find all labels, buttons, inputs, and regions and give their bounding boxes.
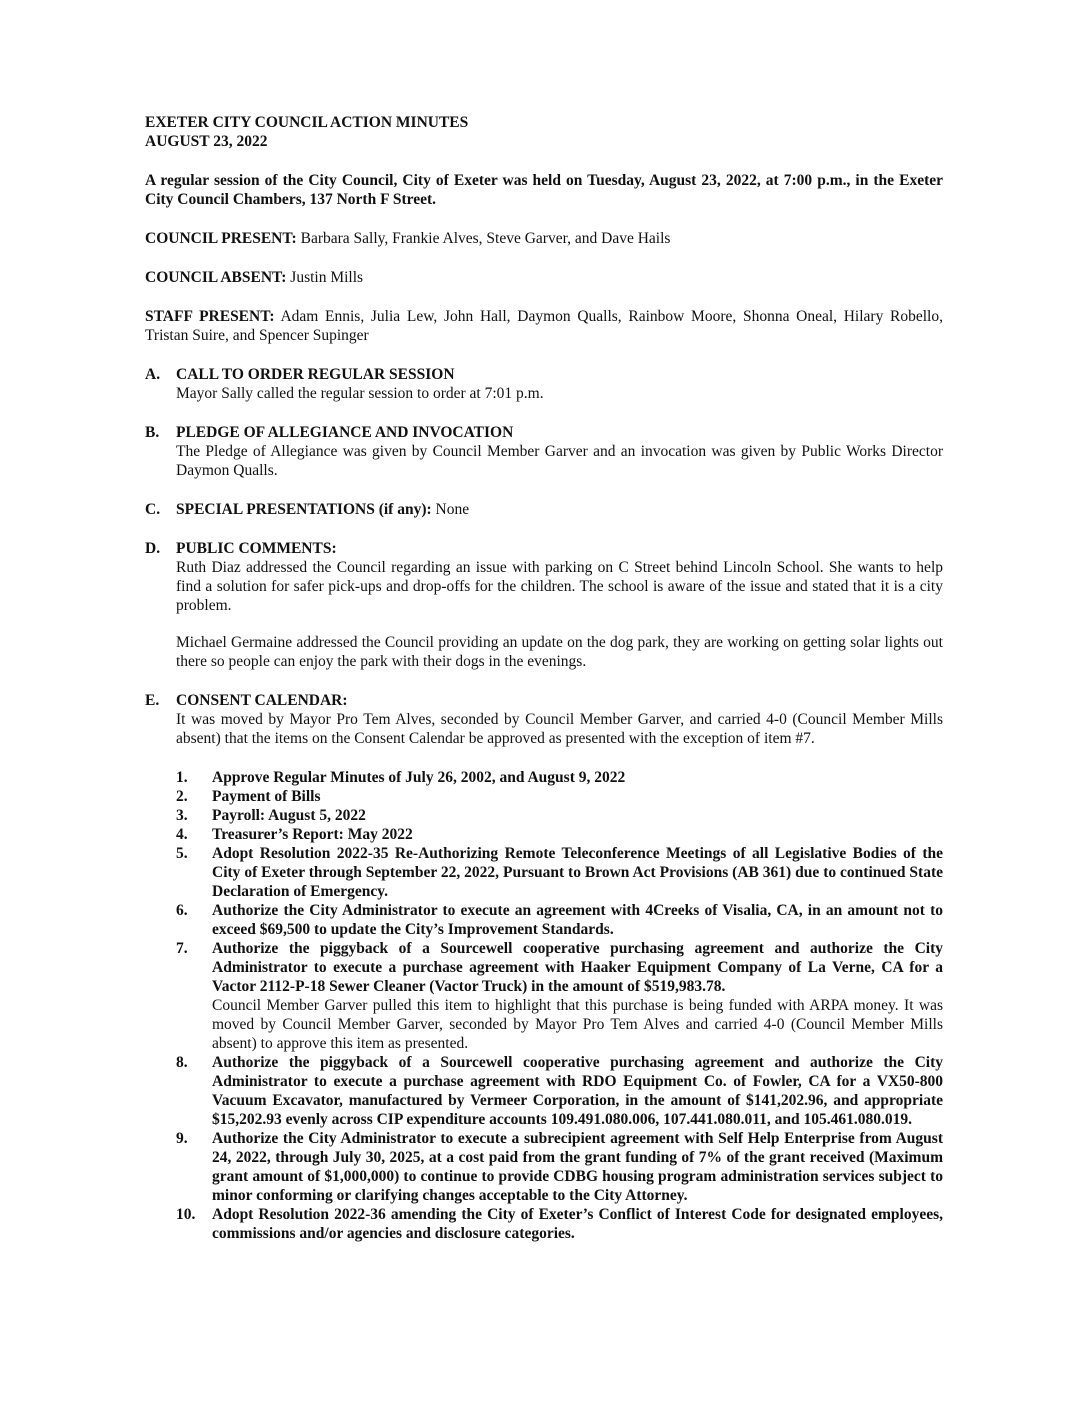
section-c-text: None (435, 501, 470, 518)
item-number: 10. (176, 1206, 196, 1223)
section-e (145, 691, 943, 1243)
section-d-heading: PUBLIC COMMENTS: (176, 540, 337, 557)
council-absent-value: Justin Mills (290, 269, 364, 286)
item-title: Authorize the City Administrator to execute an agreement with 4Creeks of Visalia, CA, in an amount not to exceed $69,500 to update the City’s Improvement Standards. (212, 902, 943, 938)
section-b-letter: B. (145, 424, 160, 441)
section-a-text: Mayor Sally called the regular session to order at 7:01 p.m. (176, 385, 544, 402)
section-a-heading: CALL TO ORDER REGULAR SESSION (176, 366, 455, 383)
council-absent-label: COUNCIL ABSENT: (145, 269, 287, 286)
section-e-heading: CONSENT CALENDAR: (176, 692, 348, 709)
document-title-line2: AUGUST 23, 2022 (145, 133, 268, 150)
list-item (176, 844, 943, 901)
council-present-label: COUNCIL PRESENT: (145, 230, 297, 247)
list-item (176, 901, 943, 939)
section-a (145, 365, 943, 403)
section-a-letter: A. (145, 366, 161, 383)
staff-present-value: Adam Ennis, Julia Lew, John Hall, Daymon Qualls, Rainbow Moore, Shonna Oneal, Hilary Robello, Tristan Suire, and Spencer Supinger (145, 308, 943, 344)
list-item (176, 806, 943, 825)
staff-present-label: STAFF PRESENT: (145, 308, 275, 325)
section-b-heading: PLEDGE OF ALLEGIANCE AND INVOCATION (176, 424, 514, 441)
list-item (176, 768, 943, 787)
item-number: 7. (176, 940, 188, 957)
list-item (176, 787, 943, 806)
section-d-letter: D. (145, 540, 161, 557)
section-c-letter: C. (145, 501, 161, 518)
list-item (176, 1129, 943, 1205)
consent-items-list (176, 768, 943, 1243)
section-d-para1: Ruth Diaz addressed the Council regarding an issue with parking on C Street behind Lincoln School. She wants to help find a solution for safer pick-ups and drop-offs for the children. The school is aware of the issue and stated that it is a city problem. (176, 559, 943, 614)
section-c-heading: SPECIAL PRESENTATIONS (if any): (176, 501, 432, 518)
section-d-para2: Michael Germaine addressed the Council providing an update on the dog park, they are working on getting solar lights out there so people can enjoy the park with their dogs in the evenings. (176, 634, 943, 670)
intro-paragraph: A regular session of the City Council, City of Exeter was held on Tuesday, August 23, 2022, at 7:00 p.m., in the Exeter City Council Chambers, 137 North F Street. (145, 172, 943, 208)
item-title: Payment of Bills (212, 788, 321, 805)
item-number: 4. (176, 826, 188, 843)
item-number: 5. (176, 845, 188, 862)
item-title: Authorize the piggyback of a Sourcewell cooperative purchasing agreement and authorize the City Administrator to execute a purchase agreement with Haaker Equipment Company of La Verne, CA for a Vactor 2112-P-18 Sewer Cleaner (Vactor Truck) in the amount of $519,983.78. (212, 940, 943, 995)
item-title: Adopt Resolution 2022-36 amending the City of Exeter’s Conflict of Interest Code for designated employees, commissions and/or agencies and disclosure categories. (212, 1206, 943, 1242)
item-number: 6. (176, 902, 188, 919)
item-title: Treasurer’s Report: May 2022 (212, 826, 413, 843)
council-absent-line (145, 268, 943, 287)
item-title: Approve Regular Minutes of July 26, 2002, and August 9, 2022 (212, 769, 626, 786)
section-d (145, 539, 943, 671)
council-present-line (145, 229, 943, 248)
list-item (176, 1053, 943, 1129)
list-item (176, 825, 943, 844)
list-item (176, 939, 943, 1053)
item-title: Authorize the piggyback of a Sourcewell cooperative purchasing agreement and authorize the City Administrator to execute a purchase agreement with RDO Equipment Co. of Fowler, CA for a VX50-800 Vacuum Excavator, manufactured by Vermeer Corporation, in the amount of $141,202.96, and appropriate $15,202.93 evenly across CIP expenditure accounts 109.491.080.006, 107.441.080.011, and 105.461.080.019. (212, 1054, 943, 1128)
section-b-text: The Pledge of Allegiance was given by Council Member Garver and an invocation was given by Public Works Director Daymon Qualls. (176, 443, 943, 479)
item-number: 1. (176, 769, 188, 786)
minutes-content (145, 113, 943, 1243)
item-title: Authorize the City Administrator to execute a subrecipient agreement with Self Help Enterprise from August 24, 2022, through July 30, 2025, at a cost paid from the grant funding of 7% of the grant received (Maximum grant amount of $1,000,000) to continue to provide CDBG housing program administration services subject to minor conforming or clarifying changes acceptable to the City Attorney. (212, 1130, 943, 1204)
council-present-value: Barbara Sally, Frankie Alves, Steve Garver, and Dave Hails (300, 230, 671, 247)
list-item (176, 1205, 943, 1243)
section-b (145, 423, 943, 480)
section-c-line (176, 500, 943, 519)
section-e-letter: E. (145, 692, 160, 709)
item-note: Council Member Garver pulled this item to highlight that this purchase is being funded with ARPA money. It was moved by Council Member Garver, seconded by Mayor Pro Tem Alves and carried 4-0 (Council Member Mills absent) to approve this item as presented. (212, 997, 943, 1052)
item-title: Payroll: August 5, 2022 (212, 807, 366, 824)
item-number: 2. (176, 788, 188, 805)
section-e-text: It was moved by Mayor Pro Tem Alves, seconded by Council Member Garver, and carried 4-0 (Council Member Mills absent) that the items on the Consent Calendar be approved as presented with the exception of item #7. (176, 711, 943, 747)
item-title: Adopt Resolution 2022-35 Re-Authorizing Remote Teleconference Meetings of all Legislative Bodies of the City of Exeter through September 22, 2022, Pursuant to Brown Act Provisions (AB 361) due to continued State Declaration of Emergency. (212, 845, 943, 900)
section-c (145, 500, 943, 519)
item-number: 8. (176, 1054, 188, 1071)
document-title-line1: EXETER CITY COUNCIL ACTION MINUTES (145, 114, 469, 131)
item-number: 3. (176, 807, 188, 824)
staff-present-line (145, 307, 943, 345)
item-number: 9. (176, 1130, 188, 1147)
